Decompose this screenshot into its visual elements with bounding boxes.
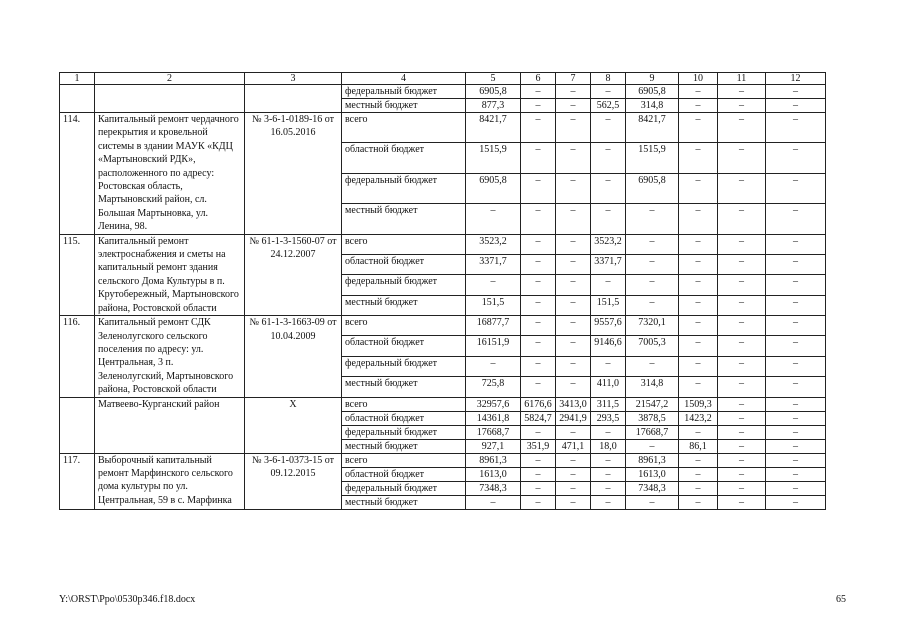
value-cell: – <box>521 481 556 495</box>
value-cell: – <box>679 143 718 173</box>
value-cell: 9146,6 <box>591 336 626 356</box>
value-cell: 6905,8 <box>466 173 521 203</box>
value-cell: – <box>718 143 766 173</box>
value-cell: – <box>591 204 626 234</box>
value-cell: 411,0 <box>591 377 626 397</box>
table-row <box>60 113 826 143</box>
value-cell: 1613,0 <box>626 467 679 481</box>
value-cell: 6905,8 <box>626 85 679 99</box>
value-cell: – <box>766 336 826 356</box>
value-cell: 32957,6 <box>466 397 521 411</box>
item-number: 116. <box>60 316 95 397</box>
document-ref: № 61-1-3-1560-07 от 24.12.2007 <box>245 234 342 315</box>
funding-source: местный бюджет <box>342 204 466 234</box>
value-cell: – <box>556 85 591 99</box>
column-header: 9 <box>626 73 679 85</box>
value-cell: 927,1 <box>466 439 521 453</box>
value-cell: – <box>591 173 626 203</box>
value-cell: – <box>766 467 826 481</box>
item-number <box>60 397 95 453</box>
value-cell: – <box>766 495 826 509</box>
item-number <box>60 85 95 113</box>
funding-source: федеральный бюджет <box>342 425 466 439</box>
column-header: 8 <box>591 73 626 85</box>
value-cell: – <box>718 295 766 315</box>
value-cell: 877,3 <box>466 99 521 113</box>
value-cell: – <box>679 467 718 481</box>
value-cell: 17668,7 <box>466 425 521 439</box>
column-header: 10 <box>679 73 718 85</box>
value-cell: – <box>591 467 626 481</box>
value-cell: – <box>521 113 556 143</box>
page-number: 65 <box>836 594 846 605</box>
document-ref: № 3-6-1-0189-16 от 16.05.2016 <box>245 113 342 235</box>
value-cell: – <box>718 204 766 234</box>
value-cell: – <box>679 99 718 113</box>
value-cell: – <box>679 481 718 495</box>
value-cell: – <box>626 295 679 315</box>
value-cell: – <box>718 377 766 397</box>
value-cell: 8421,7 <box>466 113 521 143</box>
value-cell: 151,5 <box>591 295 626 315</box>
value-cell: – <box>591 85 626 99</box>
value-cell: 725,8 <box>466 377 521 397</box>
table-row <box>60 453 826 467</box>
column-header: 5 <box>466 73 521 85</box>
value-cell: 17668,7 <box>626 425 679 439</box>
column-header: 4 <box>342 73 466 85</box>
item-number: 114. <box>60 113 95 235</box>
value-cell: 16151,9 <box>466 336 521 356</box>
object-name: Капитальный ремонт чердачного перекрытия и кровельной системы в здании МАУК «КДЦ «Мартыновский РДК», расположенного по адресу: Ростовская область, Мартыновский район, сл. Большая Мартыновка, ул. Ленина, 98. <box>95 113 245 235</box>
table-row <box>60 397 826 411</box>
value-cell: – <box>521 425 556 439</box>
column-header: 11 <box>718 73 766 85</box>
value-cell: 5824,7 <box>521 411 556 425</box>
value-cell: – <box>521 275 556 295</box>
value-cell: 314,8 <box>626 377 679 397</box>
funding-source: местный бюджет <box>342 377 466 397</box>
value-cell: – <box>679 275 718 295</box>
value-cell: 9557,6 <box>591 316 626 336</box>
value-cell: – <box>718 275 766 295</box>
value-cell: – <box>718 316 766 336</box>
value-cell: – <box>591 481 626 495</box>
value-cell: – <box>626 275 679 295</box>
value-cell: – <box>556 467 591 481</box>
column-header: 12 <box>766 73 826 85</box>
column-header: 7 <box>556 73 591 85</box>
value-cell: 3523,2 <box>591 234 626 254</box>
funding-source: областной бюджет <box>342 336 466 356</box>
table-row <box>60 316 826 336</box>
value-cell: – <box>718 397 766 411</box>
funding-source: федеральный бюджет <box>342 481 466 495</box>
value-cell: 6905,8 <box>626 173 679 203</box>
value-cell: – <box>718 425 766 439</box>
value-cell: 3878,5 <box>626 411 679 425</box>
value-cell: – <box>626 439 679 453</box>
value-cell: – <box>556 143 591 173</box>
value-cell: – <box>679 495 718 509</box>
value-cell: – <box>766 234 826 254</box>
value-cell: – <box>556 234 591 254</box>
value-cell: – <box>591 453 626 467</box>
value-cell: – <box>556 204 591 234</box>
value-cell: 351,9 <box>521 439 556 453</box>
value-cell: – <box>591 425 626 439</box>
value-cell: – <box>679 336 718 356</box>
funding-source: федеральный бюджет <box>342 275 466 295</box>
value-cell: – <box>521 356 556 376</box>
value-cell: 86,1 <box>679 439 718 453</box>
footer-file-path: Y:\ORST\Ppo\0530p346.f18.docx <box>59 594 196 605</box>
value-cell: – <box>556 356 591 376</box>
value-cell: – <box>556 255 591 275</box>
value-cell: 8421,7 <box>626 113 679 143</box>
value-cell: 1515,9 <box>466 143 521 173</box>
value-cell: – <box>556 495 591 509</box>
value-cell: – <box>556 453 591 467</box>
value-cell: – <box>766 85 826 99</box>
value-cell: – <box>466 275 521 295</box>
value-cell: 3523,2 <box>466 234 521 254</box>
value-cell: – <box>591 495 626 509</box>
value-cell: 7348,3 <box>466 481 521 495</box>
value-cell: – <box>521 234 556 254</box>
funding-source: областной бюджет <box>342 411 466 425</box>
funding-source: всего <box>342 234 466 254</box>
value-cell: 21547,2 <box>626 397 679 411</box>
value-cell: – <box>766 99 826 113</box>
value-cell: – <box>521 99 556 113</box>
value-cell: – <box>679 234 718 254</box>
value-cell: – <box>718 234 766 254</box>
value-cell: – <box>679 377 718 397</box>
value-cell: 6176,6 <box>521 397 556 411</box>
funding-source: областной бюджет <box>342 143 466 173</box>
value-cell: – <box>718 113 766 143</box>
value-cell: – <box>679 255 718 275</box>
value-cell: 311,5 <box>591 397 626 411</box>
value-cell: – <box>766 411 826 425</box>
value-cell: – <box>521 316 556 336</box>
value-cell: – <box>718 356 766 376</box>
value-cell: – <box>626 356 679 376</box>
value-cell: 293,5 <box>591 411 626 425</box>
header-row <box>60 73 826 85</box>
value-cell: – <box>766 113 826 143</box>
object-name: Капитальный ремонт электроснабжения и сметы на капитальный ремонт здания сельского Дома Культуры в п. Крутобережный, Мартыновского района, Ростовской области <box>95 234 245 315</box>
value-cell: – <box>556 113 591 143</box>
value-cell: – <box>466 204 521 234</box>
column-header: 3 <box>245 73 342 85</box>
value-cell: 2941,9 <box>556 411 591 425</box>
budget-table <box>59 72 826 510</box>
value-cell: – <box>626 255 679 275</box>
value-cell: 6905,8 <box>466 85 521 99</box>
value-cell: – <box>766 316 826 336</box>
value-cell: – <box>556 275 591 295</box>
funding-source: местный бюджет <box>342 439 466 453</box>
value-cell: – <box>679 204 718 234</box>
value-cell: 1613,0 <box>466 467 521 481</box>
value-cell: – <box>591 275 626 295</box>
value-cell: 1509,3 <box>679 397 718 411</box>
value-cell: – <box>521 453 556 467</box>
value-cell: 14361,8 <box>466 411 521 425</box>
item-number: 117. <box>60 453 95 509</box>
value-cell: – <box>679 173 718 203</box>
funding-source: всего <box>342 316 466 336</box>
value-cell: – <box>521 336 556 356</box>
value-cell: – <box>718 99 766 113</box>
value-cell: 7320,1 <box>626 316 679 336</box>
value-cell: – <box>556 173 591 203</box>
value-cell: – <box>556 425 591 439</box>
value-cell: 314,8 <box>626 99 679 113</box>
value-cell: – <box>626 204 679 234</box>
value-cell: 562,5 <box>591 99 626 113</box>
value-cell: 3371,7 <box>591 255 626 275</box>
value-cell: – <box>556 295 591 315</box>
value-cell: – <box>718 481 766 495</box>
value-cell: – <box>679 453 718 467</box>
value-cell: – <box>626 234 679 254</box>
value-cell: – <box>591 143 626 173</box>
column-header: 6 <box>521 73 556 85</box>
funding-source: федеральный бюджет <box>342 356 466 376</box>
value-cell: – <box>556 481 591 495</box>
item-number: 115. <box>60 234 95 315</box>
funding-source: областной бюджет <box>342 467 466 481</box>
value-cell: – <box>521 295 556 315</box>
funding-source: всего <box>342 113 466 143</box>
value-cell: 7005,3 <box>626 336 679 356</box>
value-cell: 8961,3 <box>466 453 521 467</box>
value-cell: – <box>718 467 766 481</box>
value-cell: – <box>521 204 556 234</box>
value-cell: – <box>766 425 826 439</box>
value-cell: – <box>466 495 521 509</box>
value-cell: – <box>466 356 521 376</box>
column-header: 2 <box>95 73 245 85</box>
funding-source: областной бюджет <box>342 255 466 275</box>
funding-source: местный бюджет <box>342 295 466 315</box>
funding-source: всего <box>342 397 466 411</box>
funding-source: федеральный бюджет <box>342 85 466 99</box>
document-ref: № 3-6-1-0373-15 от 09.12.2015 <box>245 453 342 509</box>
value-cell: – <box>718 439 766 453</box>
value-cell: 3413,0 <box>556 397 591 411</box>
value-cell: – <box>718 336 766 356</box>
table-row <box>60 85 826 99</box>
value-cell: – <box>556 377 591 397</box>
value-cell: – <box>718 453 766 467</box>
funding-source: федеральный бюджет <box>342 173 466 203</box>
value-cell: – <box>766 173 826 203</box>
value-cell: – <box>556 336 591 356</box>
value-cell: – <box>679 316 718 336</box>
value-cell: 1423,2 <box>679 411 718 425</box>
value-cell: – <box>521 377 556 397</box>
table-row <box>60 234 826 254</box>
value-cell: – <box>556 99 591 113</box>
value-cell: 3371,7 <box>466 255 521 275</box>
value-cell: – <box>521 467 556 481</box>
value-cell: – <box>679 295 718 315</box>
value-cell: – <box>766 439 826 453</box>
value-cell: – <box>626 495 679 509</box>
value-cell: – <box>521 85 556 99</box>
value-cell: – <box>679 85 718 99</box>
value-cell: 8961,3 <box>626 453 679 467</box>
value-cell: – <box>766 453 826 467</box>
value-cell: 151,5 <box>466 295 521 315</box>
value-cell: – <box>591 113 626 143</box>
funding-source: всего <box>342 453 466 467</box>
object-name: Капитальный ремонт СДК Зеленолугского сельского поселения по адресу: ул. Центральная, 3 п. Зеленолугский, Мартыновского района, Ростовской области <box>95 316 245 397</box>
value-cell: – <box>718 255 766 275</box>
value-cell: – <box>591 356 626 376</box>
value-cell: – <box>766 397 826 411</box>
object-name <box>95 85 245 113</box>
value-cell: 7348,3 <box>626 481 679 495</box>
value-cell: – <box>718 411 766 425</box>
value-cell: – <box>766 356 826 376</box>
value-cell: – <box>766 377 826 397</box>
value-cell: 1515,9 <box>626 143 679 173</box>
document-ref: № 61-1-3-1663-09 от 10.04.2009 <box>245 316 342 397</box>
value-cell: 471,1 <box>556 439 591 453</box>
value-cell: – <box>521 495 556 509</box>
value-cell: 16877,7 <box>466 316 521 336</box>
value-cell: – <box>718 173 766 203</box>
object-name: Матвеево-Курганский район <box>95 397 245 453</box>
value-cell: – <box>766 481 826 495</box>
value-cell: – <box>679 425 718 439</box>
funding-source: местный бюджет <box>342 99 466 113</box>
value-cell: – <box>718 495 766 509</box>
document-ref: Х <box>245 397 342 453</box>
value-cell: – <box>679 113 718 143</box>
value-cell: – <box>521 255 556 275</box>
value-cell: 18,0 <box>591 439 626 453</box>
funding-source: местный бюджет <box>342 495 466 509</box>
document-ref <box>245 85 342 113</box>
value-cell: – <box>521 173 556 203</box>
value-cell: – <box>766 204 826 234</box>
value-cell: – <box>521 143 556 173</box>
value-cell: – <box>766 295 826 315</box>
value-cell: – <box>718 85 766 99</box>
value-cell: – <box>766 255 826 275</box>
column-header: 1 <box>60 73 95 85</box>
value-cell: – <box>766 275 826 295</box>
value-cell: – <box>766 143 826 173</box>
value-cell: – <box>556 316 591 336</box>
object-name: Выборочный капитальный ремонт Марфинского сельского дома культуры по ул. Центральная, 59 в с. Марфинка <box>95 453 245 509</box>
value-cell: – <box>679 356 718 376</box>
